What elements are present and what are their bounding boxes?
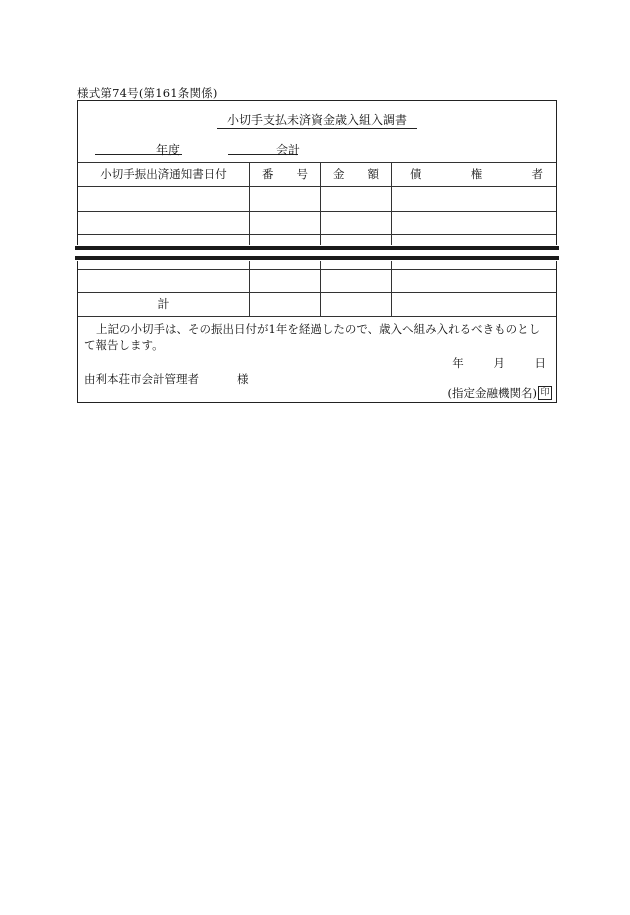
bank-signature: [448, 385, 552, 401]
omitted-rows-break: [75, 245, 559, 261]
date-month-label: 月: [493, 356, 505, 370]
break-line: [75, 246, 559, 250]
column-header-creditor-char: 者: [531, 167, 543, 181]
column-header-creditor-char: 債: [410, 167, 422, 181]
column-header-number-char: 番: [262, 167, 274, 181]
row-line: [78, 269, 556, 270]
seal-mark: 印: [538, 386, 552, 400]
column-header-amount-char: 金: [333, 167, 345, 181]
addressee: [84, 371, 249, 387]
addressee-name: 由利本荘市会計管理者: [84, 372, 199, 386]
date-year-label: 年: [452, 356, 464, 370]
form-title: [78, 111, 556, 128]
break-line: [75, 256, 559, 260]
column-header-amount: [321, 162, 391, 186]
column-header-notice-date: 小切手振出済通知書日付: [100, 167, 227, 181]
column-header-creditor: [392, 162, 557, 186]
report-note: 上記の小切手は、その振出日付が1年を経過したので、歳入へ組み入れるべきものとして報告します。: [84, 322, 541, 352]
row-line: [78, 211, 556, 212]
column-header-number: [250, 162, 320, 186]
total-label: 計: [157, 297, 170, 311]
form-title-text: 小切手支払未済資金歳入組入調書: [217, 113, 417, 129]
bank-label: (指定金融機関名): [447, 386, 537, 400]
form-number: 様式第74号(第161条関係): [77, 86, 218, 100]
addressee-honorific: 様: [237, 372, 249, 386]
table-bottom-line: [78, 316, 556, 317]
row-line: [78, 292, 556, 293]
column-header-amount-char: 額: [367, 167, 379, 181]
form-box: [77, 100, 557, 403]
column-header-number-char: 号: [296, 167, 308, 181]
header-bottom-line: [78, 186, 556, 187]
date-day-label: 日: [534, 356, 546, 370]
fiscal-year-label: 年度: [156, 143, 181, 157]
row-line: [78, 234, 556, 235]
column-header-creditor-char: 権: [470, 167, 483, 181]
report-date: [426, 355, 546, 371]
account-label: 会計: [276, 143, 301, 157]
